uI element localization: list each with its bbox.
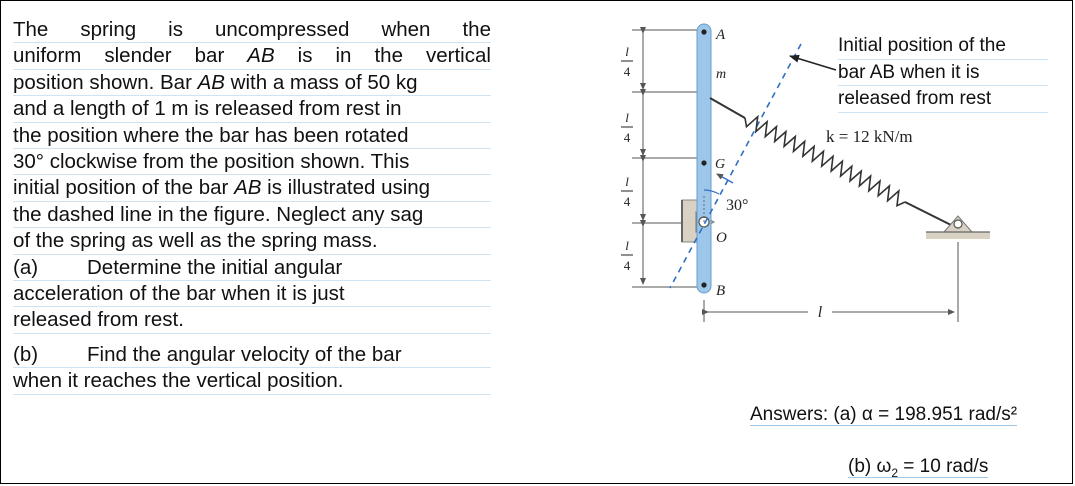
word: spring xyxy=(80,18,137,41)
word: is xyxy=(297,44,313,68)
frac-den: 4 xyxy=(623,64,631,79)
quarter-labels xyxy=(621,44,633,273)
point-B xyxy=(701,282,706,287)
word: slender xyxy=(104,44,172,68)
text: with a mass of 50 kg xyxy=(224,70,418,94)
note-line-2: bar AB when it is xyxy=(838,60,1048,87)
angle-label: 30° xyxy=(726,197,749,214)
word: when xyxy=(381,18,431,41)
quarter-dimension xyxy=(632,30,700,287)
text: the position where the bar has been rotated xyxy=(13,123,409,147)
frac-num: l xyxy=(625,44,629,59)
word: uniform xyxy=(13,44,82,68)
text: acceleration of the bar when it is just xyxy=(13,282,345,306)
word: the xyxy=(462,18,491,41)
note-line-3: released from rest xyxy=(838,86,1048,113)
answer-b xyxy=(848,456,988,480)
word: AB xyxy=(247,44,275,68)
word: is xyxy=(168,18,183,41)
text: of the spring as well as the spring mass. xyxy=(13,229,378,253)
text: position shown. Bar xyxy=(13,70,198,94)
note-line-1: Initial position of the xyxy=(838,33,1048,60)
initial-position-dashed xyxy=(670,44,801,288)
frac-den: 4 xyxy=(623,258,631,273)
frac-den: 4 xyxy=(623,130,631,145)
word: in xyxy=(335,44,352,68)
ground-support xyxy=(926,216,990,239)
label-m: m xyxy=(716,67,727,82)
text: released from rest. xyxy=(13,308,184,332)
part-a-text: Determine the initial angular xyxy=(87,255,343,279)
word: the xyxy=(374,44,403,68)
frac-num: l xyxy=(625,110,629,125)
label-A: A xyxy=(716,27,726,43)
answer-b-value: = 10 rad/s xyxy=(898,456,989,477)
answer-a xyxy=(750,404,1017,426)
point-A xyxy=(701,29,706,34)
initial-position-note xyxy=(838,33,1048,113)
text: when it reaches the vertical position. xyxy=(13,369,344,393)
part-b-tag: (b) xyxy=(13,342,39,366)
text: the dashed line in the figure. Neglect any sag xyxy=(13,202,424,226)
frac-num: l xyxy=(625,174,629,189)
word: bar xyxy=(194,44,225,68)
point-G xyxy=(701,160,706,165)
label-O: O xyxy=(716,230,727,246)
label-G: G xyxy=(715,157,726,172)
answer-b-sub: 2 xyxy=(891,465,899,480)
text: AB xyxy=(197,70,225,94)
text: and a length of 1 m is released from rest in xyxy=(13,97,402,121)
word: vertical xyxy=(426,44,491,68)
spring-constant-label: k = 12 kN/m xyxy=(826,127,913,146)
length-dimension xyxy=(704,242,958,322)
frac-den: 4 xyxy=(623,194,631,209)
frac-num: l xyxy=(625,238,629,253)
text: 30° clockwise from the position shown. This xyxy=(13,150,410,174)
answer-b-text xyxy=(848,456,988,478)
length-label: l xyxy=(817,304,823,321)
text: AB xyxy=(234,176,262,200)
text: is illustrated using xyxy=(261,176,431,200)
part-b-text: Find the angular velocity of the bar xyxy=(87,342,402,366)
bar-AB xyxy=(697,24,711,293)
answer-a-text: Answers: (a) α = 198.951 rad/s² xyxy=(750,404,1018,425)
label-B: B xyxy=(716,283,726,299)
g-arrow xyxy=(717,174,733,183)
spring-rod-right xyxy=(905,202,951,225)
word: uncompressed xyxy=(214,18,350,41)
part-a-tag: (a) xyxy=(13,255,39,279)
text: initial position of the bar xyxy=(13,176,235,200)
spring-rod-left xyxy=(710,98,745,118)
word: The xyxy=(13,18,49,41)
answer-b-prefix: (b) ω xyxy=(848,456,892,477)
note-arrow xyxy=(790,56,836,70)
